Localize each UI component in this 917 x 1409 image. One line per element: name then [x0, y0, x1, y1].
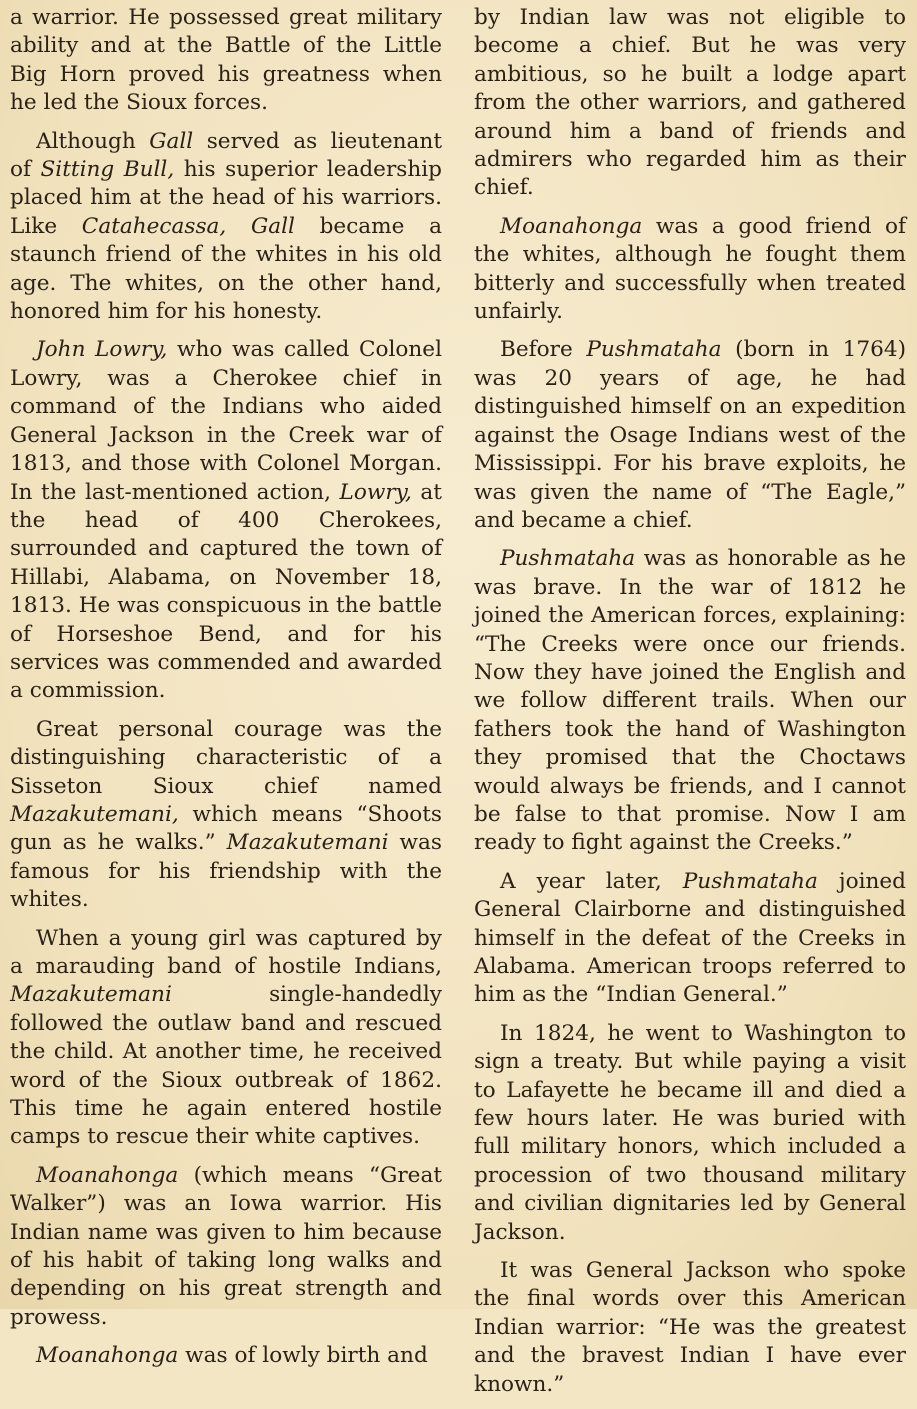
- paragraph: [10, 716, 442, 915]
- text-run: [226, 214, 251, 239]
- text-run: was famous for his friendship with the whites.: [10, 830, 442, 913]
- italic-name: Moanahonga: [36, 1343, 179, 1369]
- text-run: When a young girl was captured by a marauding band of hostile Indians,: [10, 925, 442, 979]
- italic-name: Gall: [251, 213, 295, 239]
- italic-name: Gall: [149, 128, 194, 154]
- paragraph: [474, 868, 906, 1010]
- text-run: Before: [500, 337, 587, 363]
- paragraph: [474, 213, 906, 327]
- paragraph: [474, 1257, 906, 1399]
- text-run: by Indian law was not eligible to become a chief. But he was very ambitious, so he built a lodge apart from the other warriors, and gathered around him a band of friends and admirers who regarded him as their chief.: [474, 5, 906, 201]
- text-run: It was General Jackson who spoke the final words over this American Indian warrior: “He was the greatest and the bravest Indian I have ever known.”: [474, 1258, 906, 1397]
- italic-name: Sitting Bull,: [40, 157, 175, 183]
- continued-paragraph: [10, 4, 442, 118]
- italic-name: Catahecassa,: [81, 213, 227, 239]
- paragraph: [10, 128, 442, 327]
- paragraph: [10, 336, 442, 705]
- text-run: A year later,: [500, 868, 683, 894]
- italic-name: Lowry,: [339, 479, 412, 505]
- paragraph: [474, 545, 906, 857]
- italic-name: Moanahonga: [36, 1162, 179, 1188]
- text-run: served as lieutenant of: [10, 128, 442, 183]
- text-run: his superior leadership placed him at the head of his warriors. Like: [10, 157, 442, 239]
- italic-name: Pushmataha: [500, 546, 636, 572]
- text-run: was of lowly birth and: [178, 1343, 428, 1369]
- text-run: which means “Shoots gun as he walks.”: [10, 801, 442, 856]
- text-run: became a staunch friend of the whites in his old age. The whites, on the other hand, honored him for his honesty.: [10, 213, 442, 325]
- continued-paragraph: [474, 4, 906, 203]
- italic-name: Mazakutemani: [226, 830, 389, 856]
- text-run: (which means “Great Walker”) was an Iowa warrior. His Indian name was given to him because of his habit of taking long walks and depending on his great strength and prowess.: [10, 1162, 442, 1330]
- text-run: was a good friend of the whites, although he fought them bitterly and successfully when treated unfairly.: [474, 213, 906, 325]
- text-run: Great personal courage was the distinguishing characteristic of a Sisseton Sioux chief named: [10, 716, 442, 799]
- italic-name: Pushmataha: [586, 337, 722, 363]
- italic-name: Moanahonga: [500, 213, 643, 239]
- paragraph: [10, 1342, 442, 1370]
- italic-name: Mazakutemani,: [10, 801, 179, 827]
- text-run: a warrior. He possessed great military ability and at the Battle of the Little Big Horn proved his greatness when he led the Sioux forces.: [10, 5, 442, 116]
- italic-name: John Lowry,: [36, 337, 168, 363]
- paragraph: [474, 1020, 906, 1247]
- text-run: who was called Colonel Lowry, was a Cherokee chief in command of the Indians who aided General Jackson in the Creek war of 1813, and those with Colonel Morgan. In the last-mentioned action,: [10, 337, 442, 505]
- text-run: at the head of 400 Cherokees, surrounded and captured the town of Hillabi, Alabama, on November 18, 1813. He was conspicuous in the battle of Horseshoe Bend, and for his services was commended and awarded a commission.: [10, 479, 442, 704]
- text-run: joined General Clairborne and distinguished himself in the defeat of the Creeks in Alabama. American troops referred to him as the “Indian General.”: [474, 868, 906, 1008]
- left-text-column: [10, 4, 442, 1381]
- text-run: In 1824, he went to Washington to sign a treaty. But while paying a visit to Lafayette he became ill and died a few hours later. He was buried with full military honors, which included a procession of two thousand military and civilian dignitaries led by General Jackson.: [474, 1020, 906, 1245]
- text-run: Although: [36, 128, 150, 154]
- right-text-column: [474, 4, 906, 1409]
- paragraph: [10, 1162, 442, 1332]
- text-run: single-handedly followed the outlaw band and rescued the child. At another time, he received word of the Sioux outbreak of 1862. This time he again entered hostile camps to rescue their white captives.: [10, 982, 442, 1150]
- paragraph: [474, 336, 906, 535]
- italic-name: Pushmataha: [682, 868, 818, 894]
- paragraph: [10, 925, 442, 1152]
- text-run: (born in 1764) was 20 years of age, he had distinguished himself on an expedition against the Osage Indians west of the Mississippi. For his brave exploits, he was given the name of “The Eagle,” and became a chief.: [474, 337, 907, 533]
- italic-name: Mazakutemani: [10, 982, 172, 1008]
- text-run: was as honorable as he was brave. In the war of 1812 he joined the American forces, explaining: “The Creeks were once our friends. Now they have joined the English and we follow different trails. When our fathers took the hand of Washington they promised that the Choctaws would always be friends, and I cannot be false to that promise. Now I am ready to fight against the Creeks.”: [474, 546, 906, 856]
